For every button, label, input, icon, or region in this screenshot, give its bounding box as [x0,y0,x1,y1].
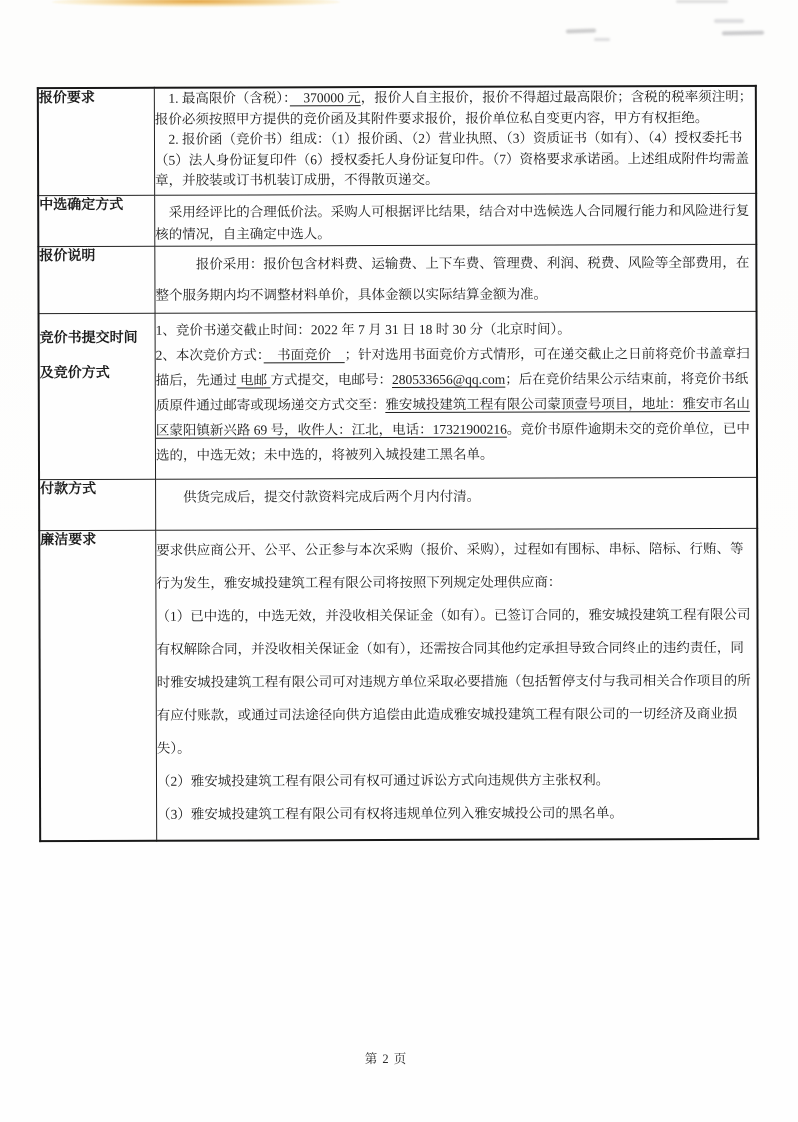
row-label-line: 报价要求 [38,90,95,107]
text-segment: 。竞价书原件逾期未交的竞价单位，已中选的，中选无效；未中选的，将被列入城投建工黑名单。 [155,420,750,463]
scan-smudge-artifact [676,0,728,3]
row-label [39,313,156,479]
row-label [38,246,155,313]
text-segment: 采用经评比的合理低价法。采购人可根据评比结果，结合对中选候选人合同履行能力和风险进行复核的情况，自主确定中选人。 [155,202,750,242]
paragraph [156,341,756,468]
paragraph [156,316,756,343]
row-label-line: 付款方式 [40,481,97,498]
text-segment: 1. 最高限价（含税）： [154,90,290,106]
row-label-line: 中选确定方式 [39,197,124,214]
row-content [155,311,757,479]
paragraph [155,128,755,191]
paragraph [155,200,755,246]
scan-smudge-artifact [714,19,744,23]
underlined-text: 雅安城投建筑工程有限公司蒙顶壹号项目，地址：雅安市名山区蒙阳镇新兴路 69 号，收件人：江北，电话：17321900216 [155,395,750,438]
underlined-text: 电邮 [236,372,271,388]
text-segment: 报价采用：报价包含材料费、运输费、上下车费、管理费、利润、税费、风险等全部费用，在整个服务期内均不调整材料单价，具体金额以实际结算金额为准。 [155,254,750,303]
text-segment: （3）雅安城投建筑工程有限公司有权将违规单位列入雅安城投公司的黑名单。 [157,805,623,822]
text-segment: （1）已中选的，中选无效，并没收相关保证金（如有）。已签订合同的，雅安城投建筑工程有限公司有权解除合同，并没收相关保证金（如有），还需按合同其他约定承担导致合同终止的违约责任，同时雅安城投建筑工程有限公司可对违规方单位采取必要措施（包括暂停支付与我司相关合作项目的所有应付账款，或通过司法途径向供方追偿由此造成雅安城投建筑工程有限公司的一切经济及商业损失）。 [156,606,751,756]
text-segment: 供货完成后，提交付款资料完成后两个月内付清。 [156,488,481,505]
underlined-text: 280533656@qq.com [391,371,506,388]
underlined-text: 书面竞价 [263,347,345,363]
row-content [156,477,758,530]
scan-smudge-artifact [722,31,764,36]
text-segment: 要求供应商公开、公平、公正参与本次采购（报价、采购），过程如有围标、串标、陪标、行贿、等行为发生，雅安城投建筑工程有限公司将按照下列规定处理供应商： [156,540,744,591]
paragraph [156,485,756,509]
scan-smear-artifact [52,0,340,7]
text-segment: ，报价人自主报价，报价不得超过最高限价；含税的税率须注明；报价必须按照甲方提供的竞价函及其附件要求报价，报价单位私自变更内容，甲方有权拒绝。 [154,88,753,127]
text-segment: 方式提交，电邮号： [270,372,393,388]
row-content [155,244,757,313]
row-label-line: 廉洁要求 [40,532,97,549]
page-number: 第 2 页 [364,1052,408,1066]
table-row-quotation-notes [38,244,756,313]
paragraph [157,763,757,798]
row-content [154,86,756,195]
paragraph [156,532,756,600]
row-content [155,193,757,246]
row-label [38,88,155,196]
paragraph [157,796,757,831]
text-segment: 1、竞价书递交截止时间：2022 年 7 月 31 日 18 时 30 分（北京时间）。 [155,321,571,338]
row-label-line: 及竞价方式 [39,366,110,382]
paragraph [156,598,757,765]
row-label [38,195,155,246]
row-label-line: 竞价书提交时间 [39,330,138,347]
row-label [39,479,156,530]
underlined-text: 370000 元 [289,90,361,106]
table-row-payment-method [39,477,757,530]
row-content [156,528,758,840]
paragraph [155,87,755,130]
table-row-quotation-requirements [38,86,756,196]
text-segment: ；针对选用书面竞价方式情形，可在递交截止之日前将竞价书盖章扫描后，先通过 [155,345,750,388]
table-row-selection-method [38,193,756,246]
table-row-integrity-requirements [39,528,758,841]
scan-smudge-artifact [594,38,610,41]
paragraph [155,247,755,311]
text-segment: 2、本次竞价方式： [155,347,264,363]
scan-smudge-artifact [566,28,596,33]
table-row-submission-time-method [39,311,758,479]
row-label-line: 报价说明 [39,248,96,265]
text-segment: 2. 报价函（竞价书）组成：（1）报价函、（2）营业执照、（3）资质证书（如有）、（4）授权委托书（5）法人身份证复印件（6）授权委托人身份证复印件。（7）资格要求承诺函。上述组成附件均需盖章，并胶装或订书机装订成册，不得散页递交。 [154,129,750,188]
table-body [38,86,758,841]
row-label [39,530,156,841]
procurement-terms-table [37,85,759,842]
text-segment: ；后在竞价结果公示结束前，将竞价书纸质原件通过邮寄或现场递交方式交至： [155,370,749,413]
text-segment: （2）雅安城投建筑工程有限公司有权可通过诉讼方式向违规供方主张权利。 [156,772,610,789]
